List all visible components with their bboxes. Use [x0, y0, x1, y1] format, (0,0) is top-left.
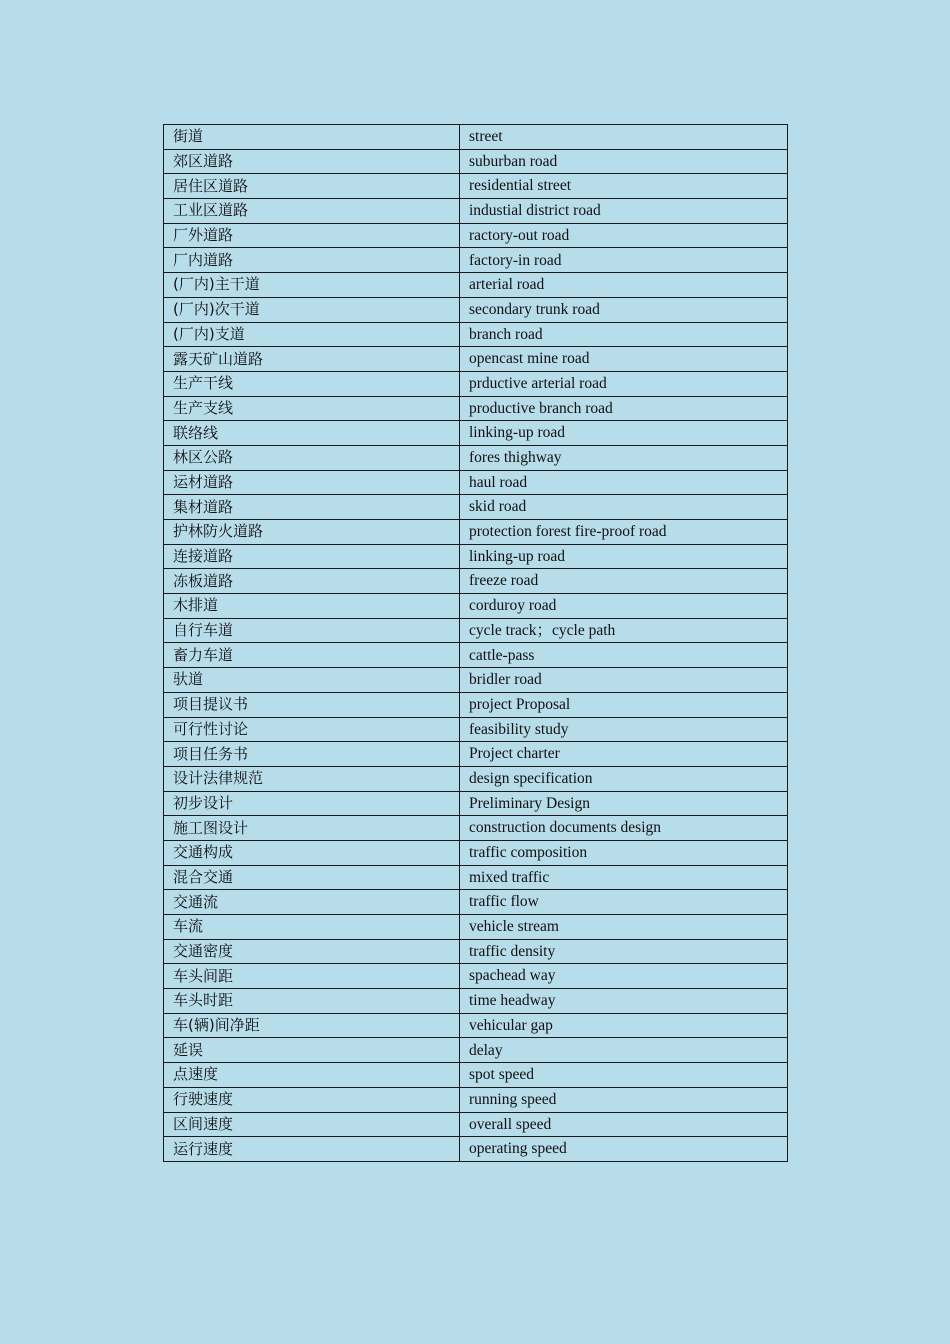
- english-term-cell: productive branch road: [460, 396, 788, 421]
- chinese-term-cell: 车(辆)间净距: [164, 1013, 460, 1038]
- table-row: [164, 1137, 788, 1162]
- chinese-term-cell: 厂内道路: [164, 248, 460, 273]
- chinese-term-cell: 行驶速度: [164, 1087, 460, 1112]
- table-row: [164, 273, 788, 298]
- english-term-cell: freeze road: [460, 569, 788, 594]
- chinese-term-cell: 驮道: [164, 668, 460, 693]
- table-row: [164, 816, 788, 841]
- table-row: [164, 692, 788, 717]
- chinese-term-cell: 交通密度: [164, 939, 460, 964]
- table-row: [164, 742, 788, 767]
- english-term-cell: spot speed: [460, 1063, 788, 1088]
- table-row: [164, 125, 788, 150]
- english-term-cell: bridler road: [460, 668, 788, 693]
- chinese-term-cell: 生产干线: [164, 371, 460, 396]
- chinese-term-cell: 车头间距: [164, 964, 460, 989]
- chinese-term-cell: 项目提议书: [164, 692, 460, 717]
- table-row: [164, 445, 788, 470]
- english-term-cell: design specification: [460, 766, 788, 791]
- english-term-cell: traffic flow: [460, 890, 788, 915]
- chinese-term-cell: (厂内)支道: [164, 322, 460, 347]
- english-term-cell: fores thighway: [460, 445, 788, 470]
- chinese-term-cell: 生产支线: [164, 396, 460, 421]
- chinese-term-cell: 林区公路: [164, 445, 460, 470]
- chinese-term-cell: 露天矿山道路: [164, 347, 460, 372]
- english-term-cell: suburban road: [460, 149, 788, 174]
- english-term-cell: Preliminary Design: [460, 791, 788, 816]
- chinese-term-cell: 项目任务书: [164, 742, 460, 767]
- table-row: [164, 717, 788, 742]
- table-row: [164, 668, 788, 693]
- table-row: [164, 643, 788, 668]
- chinese-term-cell: 木排道: [164, 594, 460, 619]
- chinese-term-cell: (厂内)主干道: [164, 273, 460, 298]
- chinese-term-cell: 冻板道路: [164, 569, 460, 594]
- table-row: [164, 347, 788, 372]
- english-term-cell: prductive arterial road: [460, 371, 788, 396]
- english-term-cell: project Proposal: [460, 692, 788, 717]
- chinese-term-cell: 点速度: [164, 1063, 460, 1088]
- glossary-table: [163, 124, 788, 1162]
- table-row: [164, 594, 788, 619]
- chinese-term-cell: 区间速度: [164, 1112, 460, 1137]
- table-row: [164, 618, 788, 643]
- english-term-cell: time headway: [460, 989, 788, 1014]
- table-row: [164, 322, 788, 347]
- english-term-cell: branch road: [460, 322, 788, 347]
- table-row: [164, 915, 788, 940]
- table-row: [164, 149, 788, 174]
- table-row: [164, 470, 788, 495]
- chinese-term-cell: 运行速度: [164, 1137, 460, 1162]
- chinese-term-cell: 工业区道路: [164, 199, 460, 224]
- english-term-cell: industial district road: [460, 199, 788, 224]
- table-row: [164, 396, 788, 421]
- english-term-cell: skid road: [460, 495, 788, 520]
- chinese-term-cell: 郊区道路: [164, 149, 460, 174]
- table-row: [164, 1063, 788, 1088]
- table-row: [164, 569, 788, 594]
- english-term-cell: vehicle stream: [460, 915, 788, 940]
- english-term-cell: Project charter: [460, 742, 788, 767]
- english-term-cell: linking-up road: [460, 421, 788, 446]
- table-row: [164, 791, 788, 816]
- chinese-term-cell: 畜力车道: [164, 643, 460, 668]
- table-row: [164, 1038, 788, 1063]
- chinese-term-cell: 车头时距: [164, 989, 460, 1014]
- english-term-cell: delay: [460, 1038, 788, 1063]
- table-row: [164, 371, 788, 396]
- table-row: [164, 840, 788, 865]
- english-term-cell: secondary trunk road: [460, 297, 788, 322]
- table-row: [164, 1087, 788, 1112]
- table-row: [164, 421, 788, 446]
- glossary-table-body: [164, 125, 788, 1162]
- chinese-term-cell: 街道: [164, 125, 460, 150]
- table-row: [164, 989, 788, 1014]
- table-row: [164, 248, 788, 273]
- english-term-cell: cattle-pass: [460, 643, 788, 668]
- table-row: [164, 1013, 788, 1038]
- chinese-term-cell: 自行车道: [164, 618, 460, 643]
- table-row: [164, 964, 788, 989]
- english-term-cell: operating speed: [460, 1137, 788, 1162]
- table-row: [164, 865, 788, 890]
- table-row: [164, 544, 788, 569]
- chinese-term-cell: 车流: [164, 915, 460, 940]
- chinese-term-cell: 连接道路: [164, 544, 460, 569]
- chinese-term-cell: 交通构成: [164, 840, 460, 865]
- english-term-cell: opencast mine road: [460, 347, 788, 372]
- english-term-cell: arterial road: [460, 273, 788, 298]
- chinese-term-cell: 可行性讨论: [164, 717, 460, 742]
- english-term-cell: linking-up road: [460, 544, 788, 569]
- english-term-cell: cycle track；cycle path: [460, 618, 788, 643]
- chinese-term-cell: 护林防火道路: [164, 520, 460, 545]
- english-term-cell: overall speed: [460, 1112, 788, 1137]
- table-row: [164, 520, 788, 545]
- english-term-cell: construction documents design: [460, 816, 788, 841]
- chinese-term-cell: 运材道路: [164, 470, 460, 495]
- english-term-cell: traffic composition: [460, 840, 788, 865]
- english-term-cell: factory-in road: [460, 248, 788, 273]
- chinese-term-cell: 设计法律规范: [164, 766, 460, 791]
- english-term-cell: ractory-out road: [460, 223, 788, 248]
- chinese-term-cell: 施工图设计: [164, 816, 460, 841]
- chinese-term-cell: 交通流: [164, 890, 460, 915]
- chinese-term-cell: (厂内)次干道: [164, 297, 460, 322]
- table-row: [164, 223, 788, 248]
- table-row: [164, 199, 788, 224]
- chinese-term-cell: 初步设计: [164, 791, 460, 816]
- english-term-cell: haul road: [460, 470, 788, 495]
- english-term-cell: vehicular gap: [460, 1013, 788, 1038]
- english-term-cell: spachead way: [460, 964, 788, 989]
- english-term-cell: feasibility study: [460, 717, 788, 742]
- english-term-cell: traffic density: [460, 939, 788, 964]
- chinese-term-cell: 延误: [164, 1038, 460, 1063]
- table-row: [164, 890, 788, 915]
- table-row: [164, 1112, 788, 1137]
- table-row: [164, 495, 788, 520]
- table-row: [164, 939, 788, 964]
- chinese-term-cell: 集材道路: [164, 495, 460, 520]
- english-term-cell: mixed traffic: [460, 865, 788, 890]
- table-row: [164, 174, 788, 199]
- table-row: [164, 766, 788, 791]
- english-term-cell: street: [460, 125, 788, 150]
- chinese-term-cell: 厂外道路: [164, 223, 460, 248]
- english-term-cell: corduroy road: [460, 594, 788, 619]
- english-term-cell: protection forest fire-proof road: [460, 520, 788, 545]
- chinese-term-cell: 混合交通: [164, 865, 460, 890]
- table-row: [164, 297, 788, 322]
- chinese-term-cell: 联络线: [164, 421, 460, 446]
- english-term-cell: running speed: [460, 1087, 788, 1112]
- chinese-term-cell: 居住区道路: [164, 174, 460, 199]
- english-term-cell: residential street: [460, 174, 788, 199]
